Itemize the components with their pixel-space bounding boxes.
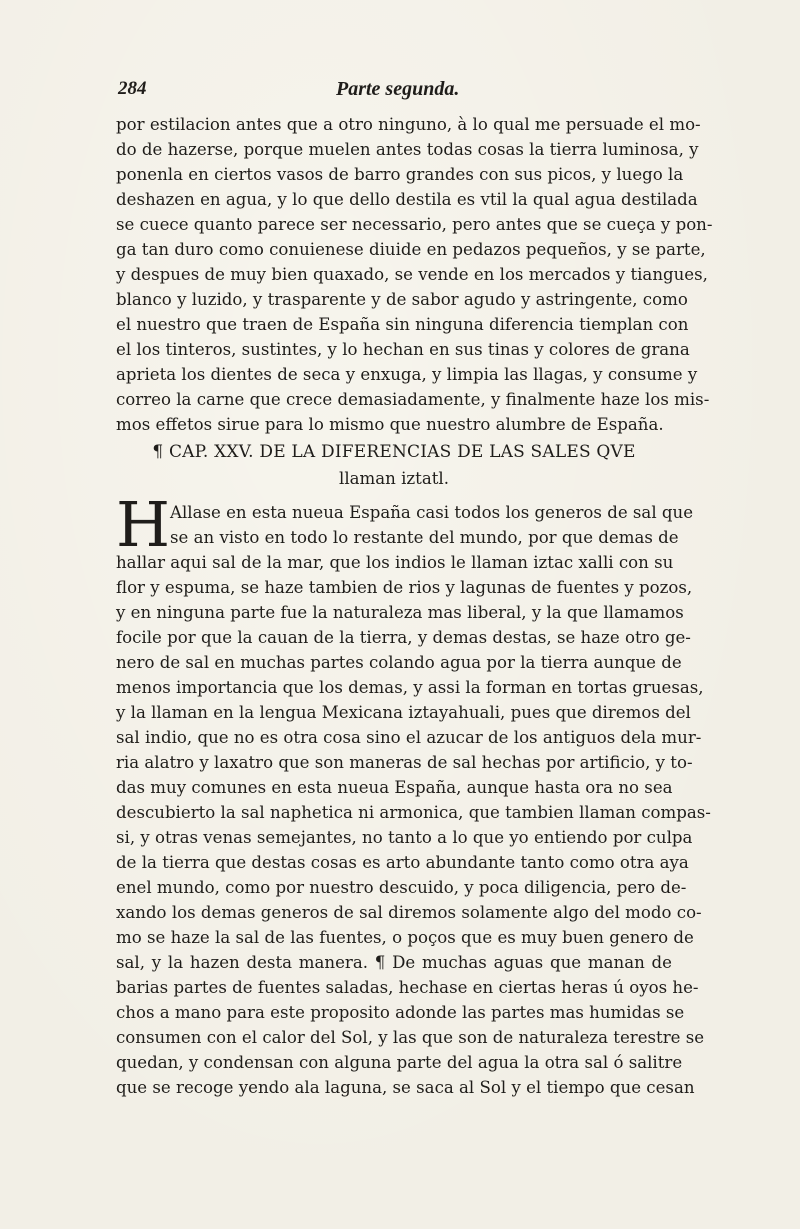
text-line: mo se haze la sal de las fuentes, o poços que es muy buen genero de [116,928,694,947]
text-line: focile por que la cauan de la tierra, y demas destas, se haze otro ge- [116,628,691,647]
text-line: xando los demas generos de sal diremos solamente algo del modo co- [116,903,702,922]
text-line: correo la carne que crece demasiadamente, y finalmente haze los mis- [116,390,710,409]
text-line: se an visto en todo lo restante del mundo, por que demas de [170,528,679,547]
text-line: enel mundo, como por nuestro descuido, y poca diligencia, pero de- [116,878,687,897]
text-line: sal indio, que no es otra cosa sino el azucar de los antiguos dela mur- [116,728,702,747]
text-line: ga tan duro como conuienese diuide en pedazos pequeños, y se parte, [116,240,706,259]
text-line: y en ninguna parte fue la naturaleza mas liberal, y la que llamamos [116,603,684,622]
text-line: chos a mano para este proposito adonde las partes mas humidas se [116,1003,685,1022]
chapter-subtitle: llaman iztatl. [339,469,449,488]
text-line: deshazen en agua, y lo que dello destila es vtil la qual agua destilada [116,190,698,209]
text-line: do de hazerse, porque muelen antes todas cosas la tierra luminosa, y [116,140,699,159]
text-line: nero de sal en muchas partes colando agua por la tierra aunque de [116,653,682,672]
text-line: Allase en esta nueua España casi todos los generos de sal que [170,503,694,522]
text-line: y despues de muy bien quaxado, se vende en los mercados y tiangues, [116,265,708,284]
text-line: y la llaman en la lengua Mexicana iztayahuali, pues que diremos del [116,703,691,722]
text-line: el los tinteros, sustintes, y lo hechan en sus tinas y colores de grana [116,340,690,359]
text-line: hallar aqui sal de la mar, que los indios le llaman iztac xalli con su [116,553,674,572]
text-line: consumen con el calor del Sol, y las que son de naturaleza terestre se [116,1028,705,1047]
text-line: flor y espuma, se haze tambien de rios y lagunas de fuentes y pozos, [116,578,693,597]
text-line: el nuestro que traen de España sin ninguna diferencia tiemplan con [116,315,689,334]
text-line: si, y otras venas semejantes, no tanto a lo que yo entiendo por culpa [116,828,693,847]
text-line: descubierto la sal naphetica ni armonica, que tambien llaman compas- [116,803,711,822]
text-line: barias partes de fuentes saladas, hechase en ciertas heras ú oyos he- [116,978,699,997]
running-title: Parte segunda. [336,78,460,100]
text-line: ria alatro y laxatro que son maneras de sal hechas por artificio, y to- [116,753,693,772]
chapter-body [116,488,711,1100]
text-line: aprieta los dientes de seca y enxuga, y limpia las llagas, y consume y [116,365,698,384]
text-line: quedan, y condensan con alguna parte del agua la otra sal ó salitre [116,1053,683,1072]
text-line: de la tierra que destas cosas es arto abundante tanto como otra aya [116,853,689,872]
drop-cap: H [116,488,169,561]
paragraph-continuation [116,112,713,437]
chapter-heading [116,438,672,492]
running-header [118,74,658,104]
text-line: blanco y luzido, y trasparente y de sabor agudo y astringente, como [116,290,688,309]
text-line: das muy comunes en esta nueua España, aunque hasta ora no sea [116,778,673,797]
text-line: menos importancia que los demas, y assi la forman en tortas gruesas, [116,678,704,697]
text-line: ponenla en ciertos vasos de barro grandes con sus picos, y luego la [116,165,684,184]
text-line: se cuece quanto parece ser necessario, pero antes que se cueça y pon- [116,215,713,234]
text-line: por estilacion antes que a otro ninguno, à lo qual me persuade el mo- [116,115,701,134]
chapter-title: ¶ CAP. XXV. DE LA DIFERENCIAS DE LAS SALES QVE [152,442,636,462]
text-line: sal, y la hazen desta manera. ¶ De muchas aguas que manan de [116,953,672,972]
text-line: que se recoge yendo ala laguna, se saca al Sol y el tiempo que cesan [116,1078,695,1097]
page-number: 284 [118,78,147,99]
text-line: mos effetos sirue para lo mismo que nuestro alumbre de España. [116,415,664,434]
